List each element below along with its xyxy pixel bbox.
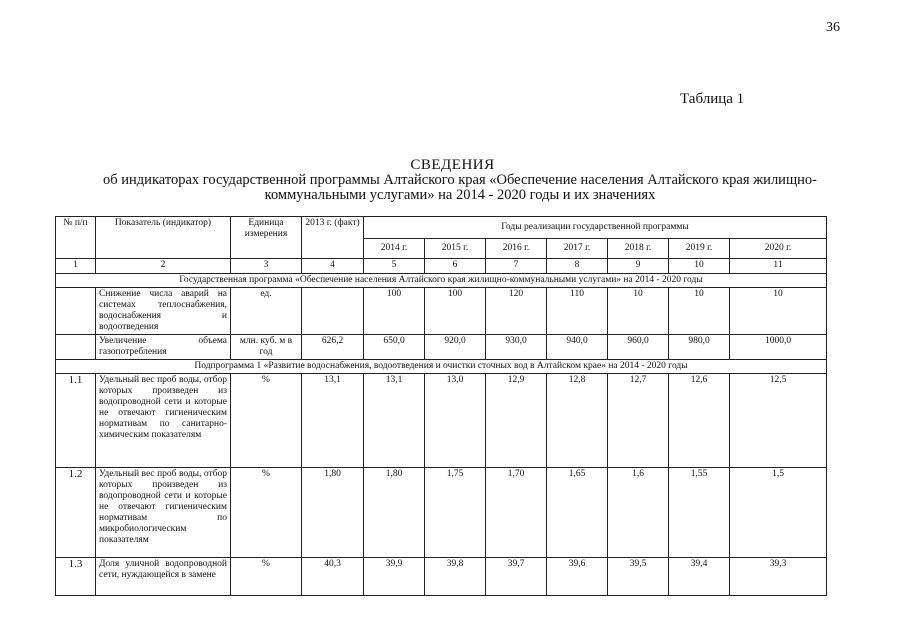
row-value: 110 — [547, 288, 608, 335]
header-year: 2015 г. — [425, 239, 486, 259]
column-number: 10 — [669, 259, 730, 274]
column-number: 4 — [302, 259, 364, 274]
row-value: 39,6 — [547, 558, 608, 596]
table-row — [56, 288, 827, 335]
row-indicator: Увеличение объема газопотребления — [96, 335, 231, 360]
document-subtitle — [70, 173, 850, 203]
row-value: 39,3 — [730, 558, 827, 596]
subprogram-title-row — [56, 360, 827, 374]
row-value: 1,70 — [486, 468, 547, 558]
row-unit: % — [231, 374, 302, 468]
document-title: СВЕДЕНИЯ — [410, 157, 495, 173]
row-value: 12,6 — [669, 374, 730, 468]
row-value: 100 — [364, 288, 425, 335]
header-row — [56, 217, 827, 239]
indicators-table — [55, 216, 827, 596]
column-number: 7 — [486, 259, 547, 274]
row-value: 1,5 — [730, 468, 827, 558]
row-value: 39,8 — [425, 558, 486, 596]
column-number: 8 — [547, 259, 608, 274]
row-no: 1.2 — [56, 468, 96, 558]
row-value: 1,80 — [364, 468, 425, 558]
row-2013: 626,2 — [302, 335, 364, 360]
table-label: Таблица 1 — [680, 91, 745, 107]
row-value: 940,0 — [547, 335, 608, 360]
row-value: 650,0 — [364, 335, 425, 360]
header-no: № п/п — [56, 217, 96, 259]
header-year: 2017 г. — [547, 239, 608, 259]
subtitle-line-2: коммунальными услугами» на 2014 - 2020 годы и их значениях — [264, 187, 656, 203]
subprogram-title: Подпрограмма 1 «Развитие водоснабжения, водоотведения и очистки сточных вод в Алтайском крае» на 2014 - 2020 годы — [56, 360, 827, 374]
table-row — [56, 468, 827, 558]
row-2013: 1,80 — [302, 468, 364, 558]
row-value: 12,5 — [730, 374, 827, 468]
row-indicator: Снижение числа аварий на системах теплоснабжения, водоснабжения и водоотведения — [96, 288, 231, 335]
row-unit: % — [231, 468, 302, 558]
header-year: 2018 г. — [608, 239, 669, 259]
row-value: 1000,0 — [730, 335, 827, 360]
row-2013: 13,1 — [302, 374, 364, 468]
row-no: 1.3 — [56, 558, 96, 596]
row-value: 39,4 — [669, 558, 730, 596]
row-unit: млн. куб. м в год — [231, 335, 302, 360]
column-numbers-row — [56, 259, 827, 274]
header-unit: Единица измерения — [231, 217, 302, 259]
row-value: 12,9 — [486, 374, 547, 468]
row-value: 13,1 — [364, 374, 425, 468]
row-value: 10 — [669, 288, 730, 335]
row-value: 920,0 — [425, 335, 486, 360]
row-value: 39,7 — [486, 558, 547, 596]
program-title-row — [56, 274, 827, 288]
row-2013: 40,3 — [302, 558, 364, 596]
table-row — [56, 335, 827, 360]
row-value: 13,0 — [425, 374, 486, 468]
column-number: 5 — [364, 259, 425, 274]
row-value: 1,75 — [425, 468, 486, 558]
row-value: 12,8 — [547, 374, 608, 468]
row-unit: ед. — [231, 288, 302, 335]
row-value: 10 — [608, 288, 669, 335]
column-number: 6 — [425, 259, 486, 274]
row-value: 1,6 — [608, 468, 669, 558]
row-value: 10 — [730, 288, 827, 335]
header-2013: 2013 г. (факт) — [302, 217, 364, 259]
table-row — [56, 558, 827, 596]
header-years-group: Годы реализации государственной программы — [364, 217, 827, 239]
table-row — [56, 374, 827, 468]
header-year: 2019 г. — [669, 239, 730, 259]
column-number: 11 — [730, 259, 827, 274]
page-number: 36 — [826, 20, 840, 35]
row-value: 39,9 — [364, 558, 425, 596]
header-year: 2020 г. — [730, 239, 827, 259]
header-year: 2014 г. — [364, 239, 425, 259]
row-indicator: Доля уличной водопроводной сети, нуждающейся в замене — [96, 558, 231, 596]
column-number: 9 — [608, 259, 669, 274]
header-indicator: Показатель (индикатор) — [96, 217, 231, 259]
row-value: 980,0 — [669, 335, 730, 360]
row-value: 120 — [486, 288, 547, 335]
row-2013 — [302, 288, 364, 335]
program-title: Государственная программа «Обеспечение населения Алтайского края жилищно-коммунальными услугами» на 2014 - 2020 годы — [56, 274, 827, 288]
row-no — [56, 288, 96, 335]
column-number: 2 — [96, 259, 231, 274]
row-value: 39,5 — [608, 558, 669, 596]
row-unit: % — [231, 558, 302, 596]
row-value: 12,7 — [608, 374, 669, 468]
row-value: 1,55 — [669, 468, 730, 558]
row-no: 1.1 — [56, 374, 96, 468]
row-indicator: Удельный вес проб воды, отбор которых произведен из водопроводной сети и которые не отвечают гигиеническим нормативам по санитарно-химическим показателям — [96, 374, 231, 468]
row-value: 960,0 — [608, 335, 669, 360]
row-value: 930,0 — [486, 335, 547, 360]
row-no — [56, 335, 96, 360]
column-number: 1 — [56, 259, 96, 274]
subtitle-line-1: об индикаторах государственной программы Алтайского края «Обеспечение населения Алтайского края жилищно- — [103, 172, 817, 188]
row-indicator: Удельный вес проб воды, отбор которых произведен из водопроводной сети и которые не отвечают гигиеническим нормативам по микробиологическим показателям — [96, 468, 231, 558]
row-value: 1,65 — [547, 468, 608, 558]
column-number: 3 — [231, 259, 302, 274]
row-value: 100 — [425, 288, 486, 335]
header-year: 2016 г. — [486, 239, 547, 259]
